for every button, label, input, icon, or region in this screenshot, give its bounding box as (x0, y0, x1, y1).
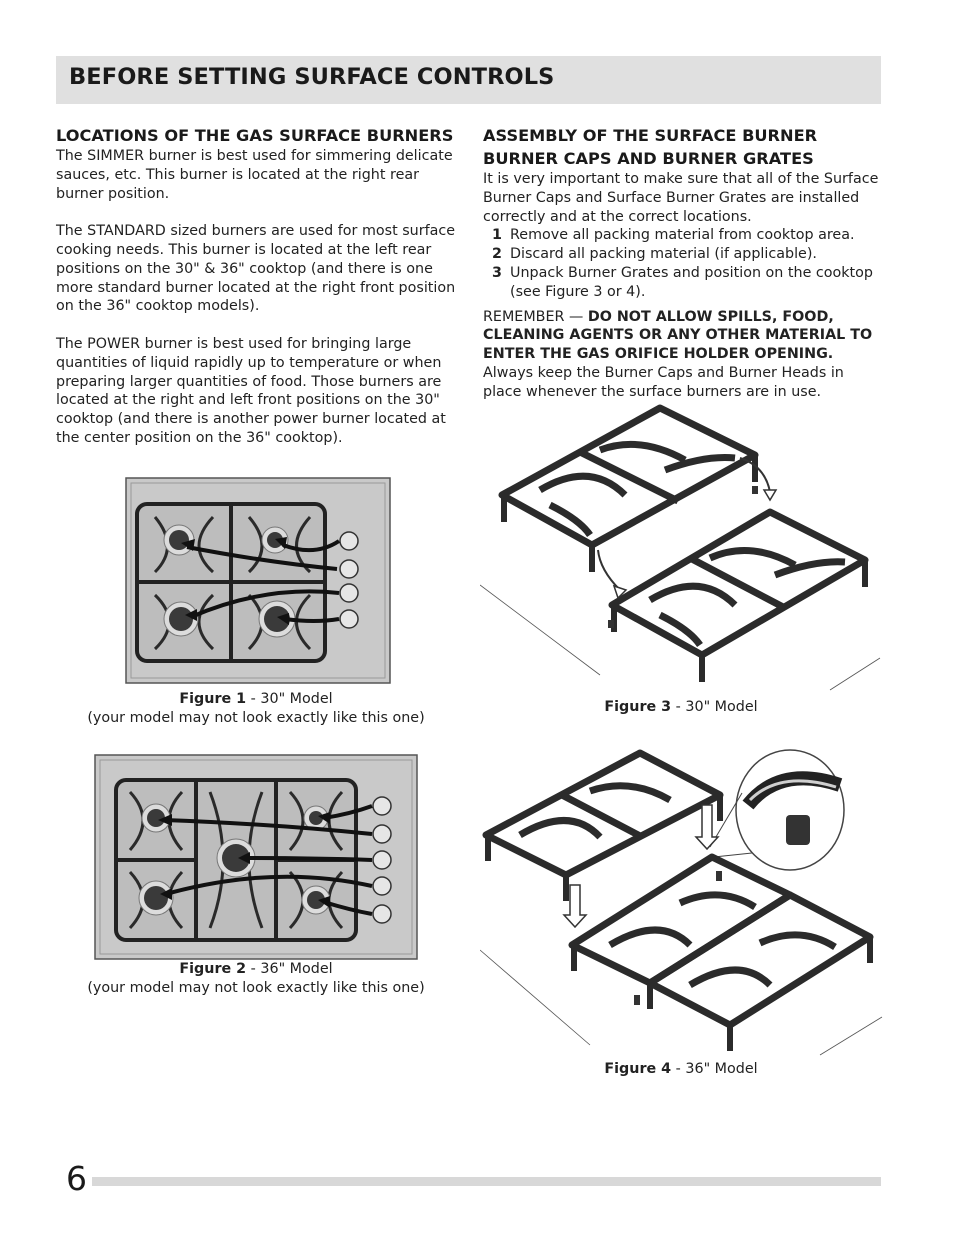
simmer-paragraph: The SIMMER burner is best used for simmering delicate sauces, etc. This burner is located at the right rear burner position. (56, 148, 453, 202)
steps-list (483, 226, 883, 301)
figure-2-label: Figure 2 (179, 961, 247, 977)
figure-1-cooktop-30 (125, 477, 391, 684)
figure-4-grates-36 (480, 745, 884, 1057)
figure-4-caption (560, 1060, 802, 1079)
figure-1-label: Figure 1 (179, 691, 247, 707)
standard-paragraph: The STANDARD sized burners are used for most surface cooking needs. This burner is located at the left rear positions on the 30" & 36" cooktop (and there is one more standard burner located at the right front position on the 36" cooktop models). (56, 223, 456, 315)
figure-2-caption (76, 960, 436, 998)
step-item (483, 226, 883, 245)
figure-4-label: Figure 4 (604, 1061, 672, 1077)
footer-bar (92, 1177, 881, 1186)
figure-3-caption (560, 698, 802, 717)
figure-1-model: - 30" Model (246, 691, 333, 707)
figure-2-model: - 36" Model (246, 961, 333, 977)
step-number: 2 (492, 246, 502, 263)
figure-1-caption (76, 690, 436, 728)
header-bar (56, 56, 881, 104)
section-title-locations: LOCATIONS OF THE GAS SURFACE BURNERS (56, 126, 454, 145)
step-item (483, 245, 883, 264)
remember-prefix: REMEMBER — (483, 308, 588, 325)
step-text: Unpack Burner Grates and position on the cooktop (see Figure 3 or 4). (510, 264, 873, 300)
step-number: 3 (492, 264, 502, 281)
figure-1-note: (your model may not look exactly like this one) (87, 710, 425, 726)
figure-2-cooktop-36 (94, 754, 418, 960)
page-title: BEFORE SETTING SURFACE CONTROLS (69, 64, 555, 90)
figure-3-label: Figure 3 (604, 699, 672, 715)
step-text: Remove all packing material from cooktop area. (510, 227, 855, 244)
right-column (483, 124, 883, 402)
figure-3-model: - 30" Model (671, 699, 758, 715)
figure-4-model: - 36" Model (671, 1061, 758, 1077)
left-column (56, 124, 466, 467)
remember-warning: DO NOT ALLOW SPILLS, FOOD, CLEANING AGENTS OR ANY OTHER MATERIAL TO ENTER THE GAS ORIFICE HOLDER OPENING. (483, 308, 873, 363)
step-number: 1 (492, 227, 502, 244)
remember-paragraph (483, 308, 883, 402)
figure-3-grates-30 (480, 400, 884, 695)
assembly-intro: It is very important to make sure that all of the Surface Burner Caps and Surface Burner Grates are installed correctly and at the correct locations. (483, 171, 879, 225)
figure-2-note: (your model may not look exactly like this one) (87, 980, 425, 996)
section-title-assembly: ASSEMBLY OF THE SURFACE BURNER BURNER CAPS AND BURNER GRATES (483, 126, 818, 168)
step-text: Discard all packing material (if applicable). (510, 246, 817, 263)
remember-after: Always keep the Burner Caps and Burner Heads in place whenever the surface burners are in use. (483, 364, 844, 400)
page-number: 6 (66, 1159, 87, 1198)
step-item (483, 264, 883, 302)
power-paragraph: The POWER burner is best used for bringing large quantities of liquid rapidly up to temperature or when preparing larger quantities of food. Those burners are located at the right and left front positions on the 30" cooktop (and there is another power burner located at the center position on the 36" cooktop). (56, 335, 446, 446)
